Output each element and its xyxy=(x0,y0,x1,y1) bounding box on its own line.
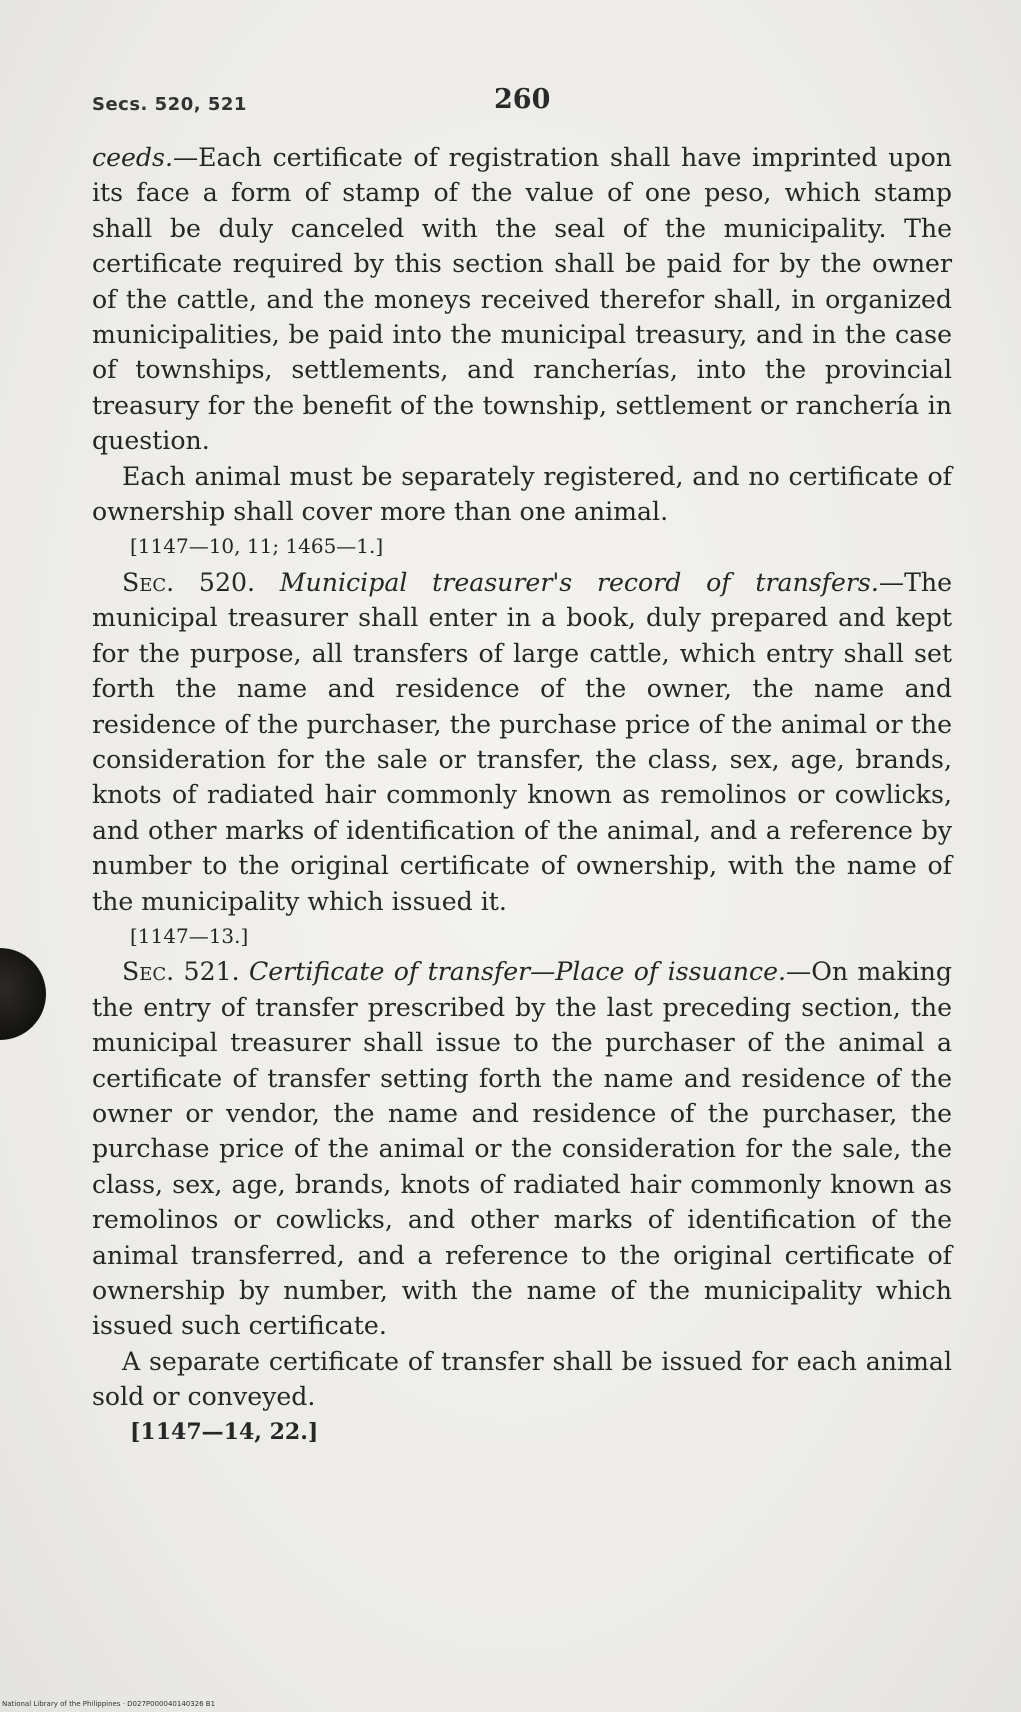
page-header xyxy=(92,84,952,124)
section-title: Municipal treasurer's record of transfers. xyxy=(279,567,879,597)
page-number: 260 xyxy=(494,84,551,115)
section-521 xyxy=(92,954,952,1343)
section-number: Sec. 520. xyxy=(122,567,256,597)
section-text: —The municipal treasurer shall enter in a book, duly prepared and kept for the purpose, all transfers of large cattle, which entry shall set forth the name and residence of the owner, the name and residence of the purchaser, the purchase price of the animal or the consideration for the sale or transfer, the class, sex, age, brands, knots of radiated hair commonly known as remolinos or cowlicks, and other marks of identification of the animal, and a reference by number to the original certificate of ownership, with the name of the municipality which issued it. xyxy=(92,567,952,916)
section-text: —On making the entry of transfer prescribed by the last preceding section, the municipal treasurer shall issue to the purchaser of the animal a certificate of transfer setting forth the name and residence of the owner or vendor, the name and residence of the purchaser, the purchase price of the animal or the consideration for the sale, the class, sex, age, brands, knots of radiated hair commonly known as remolinos or cowlicks, and other marks of identification of the animal transferred, and a reference to the original certificate of ownership by number, with the name of the municipality which issued such certificate. xyxy=(92,957,952,1341)
page-body xyxy=(92,140,952,1450)
running-head: Secs. 520, 521 xyxy=(92,94,247,115)
scan-footer: National Library of the Philippines · D027P000040140326 B1 xyxy=(2,1700,216,1708)
paragraph-text: —Each certificate of registration shall have imprinted upon its face a form of stamp of the value of one peso, which stamp shall be duly canceled with the seal of the municipality. The certificate required by this section shall be paid for by the owner of the cattle, and the moneys received therefor shall, in organized municipalities, be paid into the municipal treasury, and in the case of townships, settlements, and rancherías, into the provincial treasury for the benefit of the township, settlement or ranchería in question. xyxy=(92,143,952,456)
citation-sec-520: [1147—13.] xyxy=(130,923,249,948)
section-title: Certificate of transfer—Place of issuance. xyxy=(249,957,786,987)
citation-sec-519: [1147—10, 11; 1465—1.] xyxy=(130,534,384,559)
scanner-thumb-shadow xyxy=(0,948,46,1040)
paragraph-separate-registration: Each animal must be separately registered, and no certificate of ownership shall cover more than one animal. xyxy=(92,461,952,527)
section-number: Sec. 521. xyxy=(122,957,240,987)
paragraph-separate-transfer: A separate certificate of transfer shall be issued for each animal sold or conveyed. xyxy=(92,1346,952,1412)
paragraph-continuation xyxy=(92,140,952,459)
section-520 xyxy=(92,565,952,919)
continued-word: ceeds. xyxy=(92,143,173,172)
citation-sec-521: [1147—14, 22.] xyxy=(130,1418,319,1445)
